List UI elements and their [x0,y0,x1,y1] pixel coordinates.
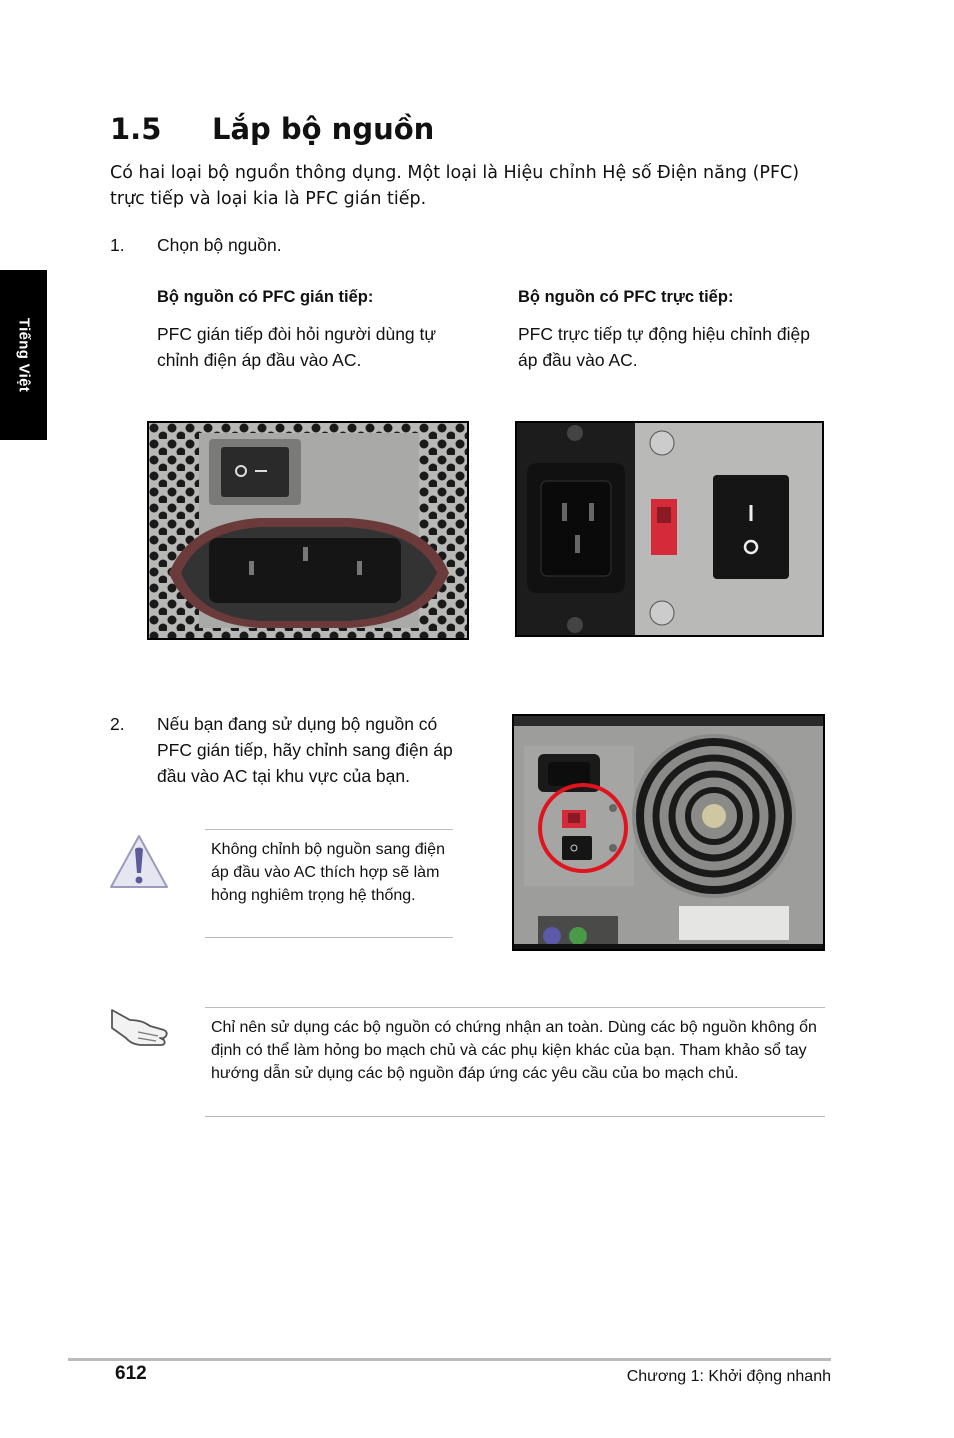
indirect-pfc-illustration [149,423,467,638]
step-2-number: 2. [110,714,125,734]
caution-bottom-rule [205,937,453,938]
indirect-pfc-heading: Bộ nguồn có PFC gián tiếp: [157,288,374,306]
direct-pfc-illustration [517,423,822,635]
language-tab-label: Tiếng Việt [15,317,32,393]
language-tab [0,270,47,440]
footer-rule [68,1358,831,1361]
caution-text: Không chỉnh bộ nguồn sang điện áp đầu vào AC thích hợp sẽ làm hỏng nghiêm trọng hệ thống. [211,841,445,904]
direct-pfc-text: PFC trực tiếp tự động hiệu chỉnh điệp áp đầu vào AC. [518,324,810,370]
section-title: Lắp bộ nguồn [212,112,435,146]
step-1-text: Chọn bộ nguồn. [157,235,282,255]
indirect-pfc-photo [147,421,469,640]
caution-icon [108,833,170,891]
direct-pfc-heading: Bộ nguồn có PFC trực tiếp: [518,288,734,306]
step-1-number: 1. [110,235,125,255]
page-number: 612 [115,1363,147,1384]
chapter-title: Chương 1: Khởi động nhanh [626,1368,831,1385]
note-top-rule [205,1007,825,1008]
indirect-pfc-text: PFC gián tiếp đòi hỏi người dùng tự chỉnh điện áp đầu vào AC. [157,324,437,370]
note-hand-icon [108,1002,170,1048]
pc-rear-illustration [514,716,823,949]
intro-paragraph: Có hai loại bộ nguồn thông dụng. Một loại là Hiệu chỉnh Hệ số Điện năng (PFC) trực tiếp và loại kia là PFC gián tiếp. [110,163,800,209]
pc-rear-photo [512,714,825,951]
step-2-text: Nếu bạn đang sử dụng bộ nguồn có PFC gián tiếp, hãy chỉnh sang điện áp đầu vào AC tại khu vực của bạn. [157,714,453,786]
section-number: 1.5 [110,112,162,146]
note-text: Chỉ nên sử dụng các bộ nguồn có chứng nhận an toàn. Dùng các bộ nguồn không ổn định có thể làm hỏng bo mạch chủ và các phụ kiện khác của bạn. Tham khảo sổ tay hướng dẫn sử dụng các bộ nguồn đáp ứng các yêu cầu của bo mạch chủ. [211,1019,817,1082]
caution-top-rule [205,829,453,830]
direct-pfc-photo [515,421,824,637]
note-bottom-rule [205,1116,825,1117]
